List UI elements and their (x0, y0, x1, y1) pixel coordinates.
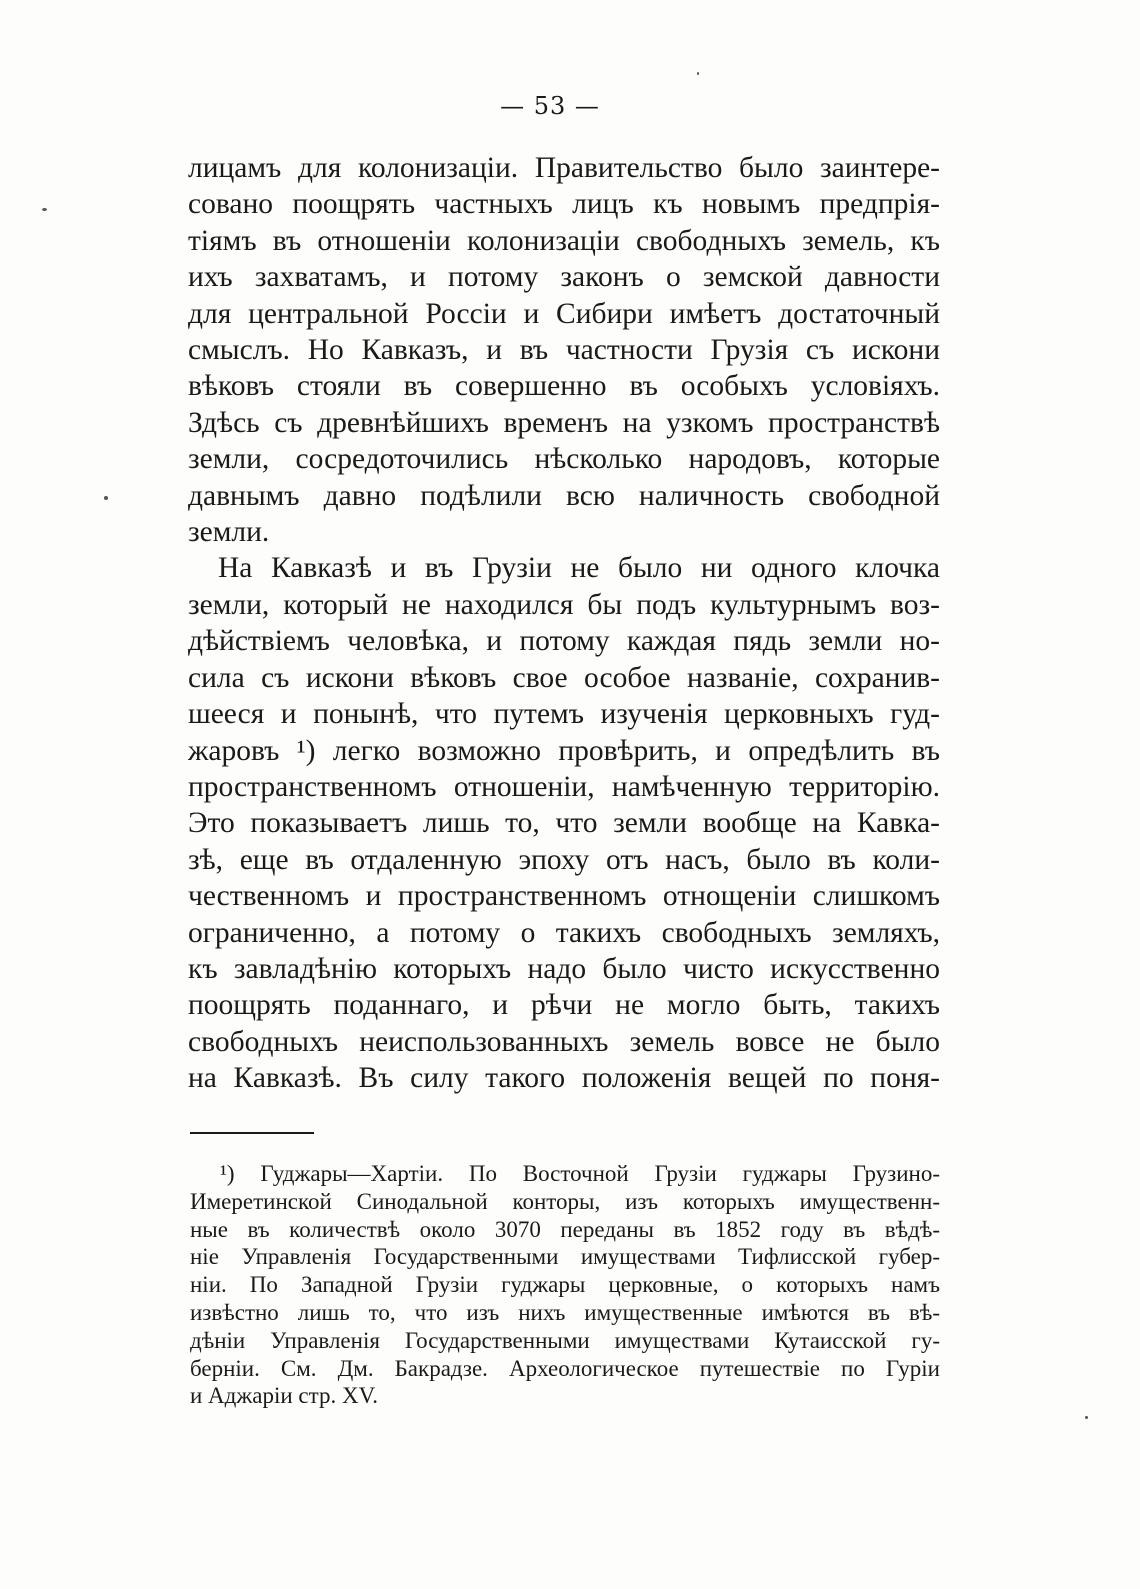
text-line: пространственномъ отношенiи, намѣченную территорiю. (188, 770, 940, 803)
main-text (188, 150, 940, 1097)
text-line: для центральной Россiи и Сибири имѣетъ достаточный (188, 297, 940, 330)
text-line: ограниченно, а потому о такихъ свободныхъ земляхъ, (188, 916, 940, 949)
footnote-line: нiи. По Западной Грузiи гуджары церковные, о которыхъ намъ (190, 1272, 940, 1298)
text-line: совано поощрять частныхъ лицъ къ новымъ предпрiя- (188, 188, 940, 221)
text-line: зѣ, еще въ отдаленную эпоху отъ насъ, было въ коли- (188, 843, 940, 876)
scan-speck (1085, 1416, 1088, 1419)
footnote-line: Имеретинской Синодальной конторы, изъ которыхъ имущественн- (190, 1188, 940, 1214)
text-line: тiямъ въ отношенiи колонизацiи свободныхъ земель, къ (188, 224, 940, 257)
paragraph-start-line: На Кавказѣ и въ Грузiи не было ни одного клочка (218, 552, 940, 585)
footnote-line: ¹) Гуджары—Хартiи. По Восточной Грузiи гуджары Грузино- (220, 1161, 940, 1186)
text-line-with-footnote-ref: жаровъ ¹) легко возможно провѣрить, и опредѣлить въ (188, 734, 940, 767)
text-line: къ завладѣнiю которыхъ надо было чисто искусственно (188, 952, 940, 985)
text-line: ихъ захватамъ, и потому законъ о земской давности (188, 261, 940, 294)
text-line: свободныхъ неиспользованныхъ земель вовсе не было (188, 1025, 940, 1058)
text-line: лицамъ для колонизацiи. Правительство было заинтере- (188, 152, 940, 184)
footnote-line: извѣстно лишь то, что изъ нихъ имущественные имѣются въ вѣ- (190, 1299, 940, 1325)
text-line: шееся и понынѣ, что путемъ изученiя церковныхъ гуд- (188, 698, 940, 731)
text-line: поощрять поданнаго, и рѣчи не могло быть, такихъ (188, 989, 940, 1022)
footnote-line: дѣнiи Управленiя Государственными имуществами Кутаисской гу- (190, 1327, 940, 1353)
text-line: давнымъ давно подѣлили всю наличность свободной (188, 479, 940, 512)
text-line: сила съ искони вѣковъ свое особое названiе, сохранив- (188, 661, 940, 694)
text-line: на Кавказѣ. Въ силу такого положенiя вещей по поня- (188, 1062, 940, 1095)
page-number: — 53 — (500, 92, 600, 120)
scan-speck (104, 496, 108, 500)
footnote (190, 1160, 940, 1410)
text-line: земли, который не находился бы подъ культурнымъ воз- (188, 588, 940, 621)
text-line: вѣковъ стояли въ совершенно въ особыхъ условiяхъ. (188, 370, 940, 403)
text-line: Это показываетъ лишь то, что земли вообще на Кавка- (188, 807, 940, 840)
footnote-line: и Аджарiи стр. XV. (190, 1383, 378, 1409)
scan-speck (42, 208, 47, 211)
text-line: Здѣсь съ древнѣйшихъ временъ на узкомъ пространствѣ (188, 406, 940, 439)
text-line: дѣйствiемъ человѣка, и потому каждая пядь земли но- (188, 625, 940, 658)
scan-speck (697, 72, 699, 75)
footnote-line: ные въ количествѣ около 3070 переданы въ 1852 году въ вѣдѣ- (190, 1216, 940, 1242)
paragraph-end-line: земли. (188, 516, 270, 549)
text-line: смыслъ. Но Кавказъ, и въ частности Грузiя съ искони (188, 334, 940, 367)
footnote-line: нiе Управленiя Государственными имуществами Тифлисской губер- (190, 1244, 940, 1270)
text-line: земли, сосредоточились нѣсколько народовъ, которые (188, 443, 940, 476)
footnote-line: бернiи. См. Дм. Бакрадзе. Археологическое путешествiе по Гурiи (190, 1355, 940, 1381)
text-line: чественномъ и пространственномъ отнощенiи слишкомъ (188, 880, 940, 913)
footnote-divider (190, 1132, 314, 1134)
